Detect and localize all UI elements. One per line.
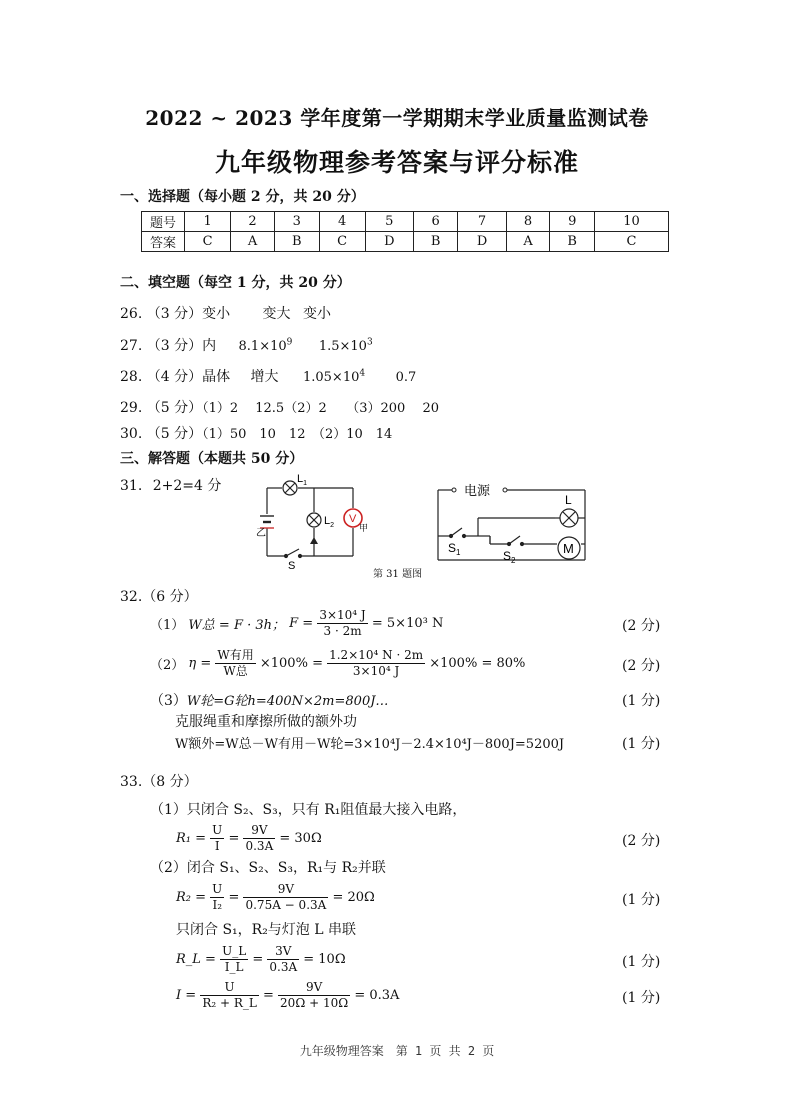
q28-line — [120, 366, 416, 386]
lamp-l-icon — [560, 509, 578, 527]
q32-part1 — [150, 608, 443, 639]
q32-part2 — [150, 648, 525, 679]
table-cell: 3 — [274, 212, 319, 232]
table-cell: 9 — [550, 212, 595, 232]
battery-label: 乙 — [256, 528, 266, 539]
table-cell: 1 — [185, 212, 231, 232]
q28-answer-d: 0.7 — [395, 370, 417, 385]
equation-text: W总 = F · 3h； — [188, 618, 286, 633]
section2-heading: 二、填空题（每空 1 分，共 20 分） — [120, 275, 351, 291]
fraction: $\frac{U}{\text{I₂}}$ — [212, 882, 223, 912]
table-cell: 8 — [506, 212, 550, 232]
q27-points: （3 分） — [146, 338, 203, 354]
fraction: $\frac{U}{\text{R₂ + R\_L}}$ — [202, 980, 257, 1010]
score-mark: (2 分) — [622, 833, 661, 849]
q29-line — [120, 397, 439, 417]
table-cell: 5 — [365, 212, 413, 232]
q31-line — [120, 475, 221, 495]
q31-number: 31. — [120, 478, 143, 494]
q28-answer-a: 晶体 — [202, 369, 231, 385]
q26-line — [120, 303, 331, 323]
q32-part3 — [150, 690, 388, 710]
q33-part3-text: 只闭合 S₁，R₂与灯泡 L 串联 — [176, 922, 357, 938]
table-cell: B — [274, 232, 319, 252]
table-cell: A — [231, 232, 275, 252]
q30-line — [120, 423, 392, 443]
equation-text: W轮=G轮h=400N×2m=800J… — [186, 694, 389, 709]
table-cell: C — [319, 232, 365, 252]
q26-number: 26. — [120, 306, 143, 322]
score-mark: (2 分) — [622, 618, 661, 634]
part-label: （3） — [150, 693, 187, 709]
score-mark: (2 分) — [622, 658, 661, 674]
q28-answer-c: $1.05\times 10^4$ — [302, 368, 366, 385]
equation-text: I = — [176, 988, 197, 1003]
q29-answers: （1）2 12.5（2）2 （3）200 20 — [202, 401, 439, 416]
table-cell: C — [594, 232, 668, 252]
arrow-up-icon — [310, 537, 318, 544]
table-cell: A — [506, 232, 550, 252]
switch-s2-label: $S_2$ — [503, 549, 516, 565]
q28-answer-b: 增大 — [250, 369, 279, 385]
part-label: （2） — [150, 658, 185, 673]
row-label-a: 答案 — [142, 232, 185, 252]
q33-points: （8 分） — [142, 774, 198, 790]
equation-result: = 0.3A — [354, 988, 400, 1003]
answer-key-title: 九年级物理参考答案与评分标准 — [214, 148, 579, 177]
meter-label: 甲 — [359, 523, 369, 533]
score-mark: (1 分) — [622, 693, 661, 709]
q32-number: 32. — [120, 589, 143, 605]
lamp-l2-icon — [307, 513, 321, 527]
equation-text: ×100% = — [259, 656, 323, 671]
q30-answers: （1）50 10 12 （2）10 14 — [202, 427, 393, 442]
equation-result: = 20Ω — [332, 890, 375, 905]
equation-text: F = — [289, 616, 314, 631]
table-cell: 10 — [594, 212, 668, 232]
fraction: $\frac{\text{W有用}}{\text{W总}}$ — [217, 648, 254, 678]
score-mark: (1 分) — [622, 954, 661, 970]
fraction: $\frac{\text{1.2×10⁴ N · 2m}}{\text{3×10⁴ J}}$ — [329, 648, 424, 678]
equation-result: = 5×10³ N — [371, 616, 444, 631]
q33-number: 33. — [120, 774, 143, 790]
q32-part3-note: 克服绳重和摩擦所做的额外功 — [175, 714, 357, 730]
q29-number: 29. — [120, 400, 143, 416]
switch-s2-icon — [508, 536, 524, 546]
switch-icon — [285, 549, 302, 558]
q26-answer-b: 变大 — [262, 306, 291, 322]
score-mark: (1 分) — [622, 892, 661, 908]
section3-heading: 三、解答题（本题共 50 分） — [120, 451, 304, 467]
table-cell: 7 — [458, 212, 506, 232]
exam-title: 2022 ~ 2023 学年度第一学期期末学业质量监测试卷 — [145, 106, 649, 130]
table-cell: 4 — [319, 212, 365, 232]
q33-part2-text: （2）闭合 S₁、S₂、S₃，R₁与 R₂并联 — [150, 860, 386, 876]
table-cell: B — [550, 232, 595, 252]
motor-icon — [558, 537, 580, 559]
q32-part3-equation: W额外=W总－W有用－W轮=3×10⁴J－2.4×10⁴J－800J=5200J — [175, 737, 565, 752]
table-cell: 6 — [413, 212, 458, 232]
switch-label: S — [288, 560, 296, 572]
q27-line — [120, 335, 373, 355]
equation-result: ×100% = 80% — [429, 656, 526, 671]
q30-points: （5 分） — [146, 426, 203, 442]
equation-text: R₂ = — [176, 890, 207, 905]
q31-circuit-right — [430, 478, 605, 568]
table-cell: D — [458, 232, 506, 252]
battery-icon — [260, 516, 274, 528]
table-row-answers — [142, 232, 669, 252]
fraction: $\frac{3V}{0.3A}$ — [269, 944, 298, 974]
svg-text:M: M — [563, 541, 574, 556]
q28-points: （4 分） — [146, 369, 203, 385]
score-mark: (1 分) — [622, 990, 661, 1006]
table-cell: 2 — [231, 212, 275, 232]
figure-caption: 第 31 题图 — [373, 569, 423, 580]
q27-number: 27. — [120, 338, 143, 354]
q33-part1-text: （1）只闭合 S₂、S₃，只有 R₁阻值最大接入电路， — [150, 802, 467, 818]
table-row-numbers — [142, 212, 669, 232]
section1-heading: 一、选择题（每小题 2 分，共 20 分） — [120, 189, 365, 205]
fraction: $\frac{U\_L}{I\_L}$ — [222, 944, 247, 974]
lamp-l2-label: $L_2$ — [324, 515, 335, 529]
switch-s1-icon — [450, 528, 466, 538]
q27-answer-c: $1.5\times 10^3$ — [318, 337, 373, 354]
q30-number: 30. — [120, 426, 143, 442]
lamp-l1-icon — [283, 481, 297, 495]
q33-part2-equation: R₂ = $\frac{U}{\text{I₂}}$ = $\frac{9V}{0.75A - 0.3A}$ = 20Ω — [176, 882, 375, 912]
fraction: $\frac{U}{I}$ — [212, 823, 223, 853]
q33-line — [120, 771, 198, 791]
svg-text:V: V — [349, 513, 357, 525]
q29-points: （5 分） — [146, 400, 203, 416]
table-cell: D — [365, 232, 413, 252]
q33-part3-equation: R_L = $\frac{U\_L}{I\_L}$ = $\frac{3V}{0.3A}$ = 10Ω — [176, 944, 346, 974]
equation-result: = 10Ω — [303, 952, 346, 967]
q27-answer-a: 内 — [202, 338, 217, 354]
q28-number: 28. — [120, 369, 143, 385]
q26-points: （3 分） — [146, 306, 203, 322]
q31-score: 2+2=4 分 — [152, 478, 222, 494]
q31-circuit-left — [255, 472, 375, 572]
row-label-q: 题号 — [142, 212, 185, 232]
table-cell: C — [185, 232, 231, 252]
q33-part1-equation: R₁ = $\frac{U}{I}$ = $\frac{9V}{0.3A}$ = 30Ω — [176, 823, 322, 853]
fraction: $\frac{\text{3×10⁴ J}}{3 \cdot 2m}$ — [319, 608, 366, 638]
fraction: $\frac{9V}{0.75A - 0.3A}$ — [245, 882, 327, 912]
q27-answer-b: $8.1\times 10^9$ — [238, 337, 293, 354]
q26-answer-c: 变小 — [302, 306, 331, 322]
fraction: $\frac{9V}{20\Omega + 10\Omega}$ — [280, 980, 349, 1010]
fraction: $\frac{9V}{0.3A}$ — [245, 823, 274, 853]
switch-s1-label: $S_1$ — [448, 541, 461, 557]
part-label: （1） — [150, 618, 185, 633]
power-source-label: 电源 — [464, 483, 491, 498]
q26-answer-a: 变小 — [202, 306, 231, 322]
equation-text: R_L = — [176, 952, 216, 967]
equation-text: R₁ = — [176, 831, 207, 846]
table-cell: B — [413, 232, 458, 252]
answer-table — [141, 211, 669, 252]
equation-text: η = — [188, 656, 212, 671]
lamp-l1-label: $L_1$ — [297, 473, 308, 487]
q32-points: （6 分） — [142, 589, 198, 605]
equation-result: = 30Ω — [279, 831, 322, 846]
lamp-l-label: L — [565, 493, 572, 507]
q33-part4-equation: I = $\frac{U}{\text{R₂ + R\_L}}$ = $\frac{9V}{20\Omega + 10\Omega}$ = 0.3A — [176, 980, 400, 1010]
page-footer: 九年级物理答案 第 1 页 共 2 页 — [299, 1044, 495, 1058]
score-mark: (1 分) — [622, 736, 661, 752]
q32-line — [120, 586, 198, 606]
